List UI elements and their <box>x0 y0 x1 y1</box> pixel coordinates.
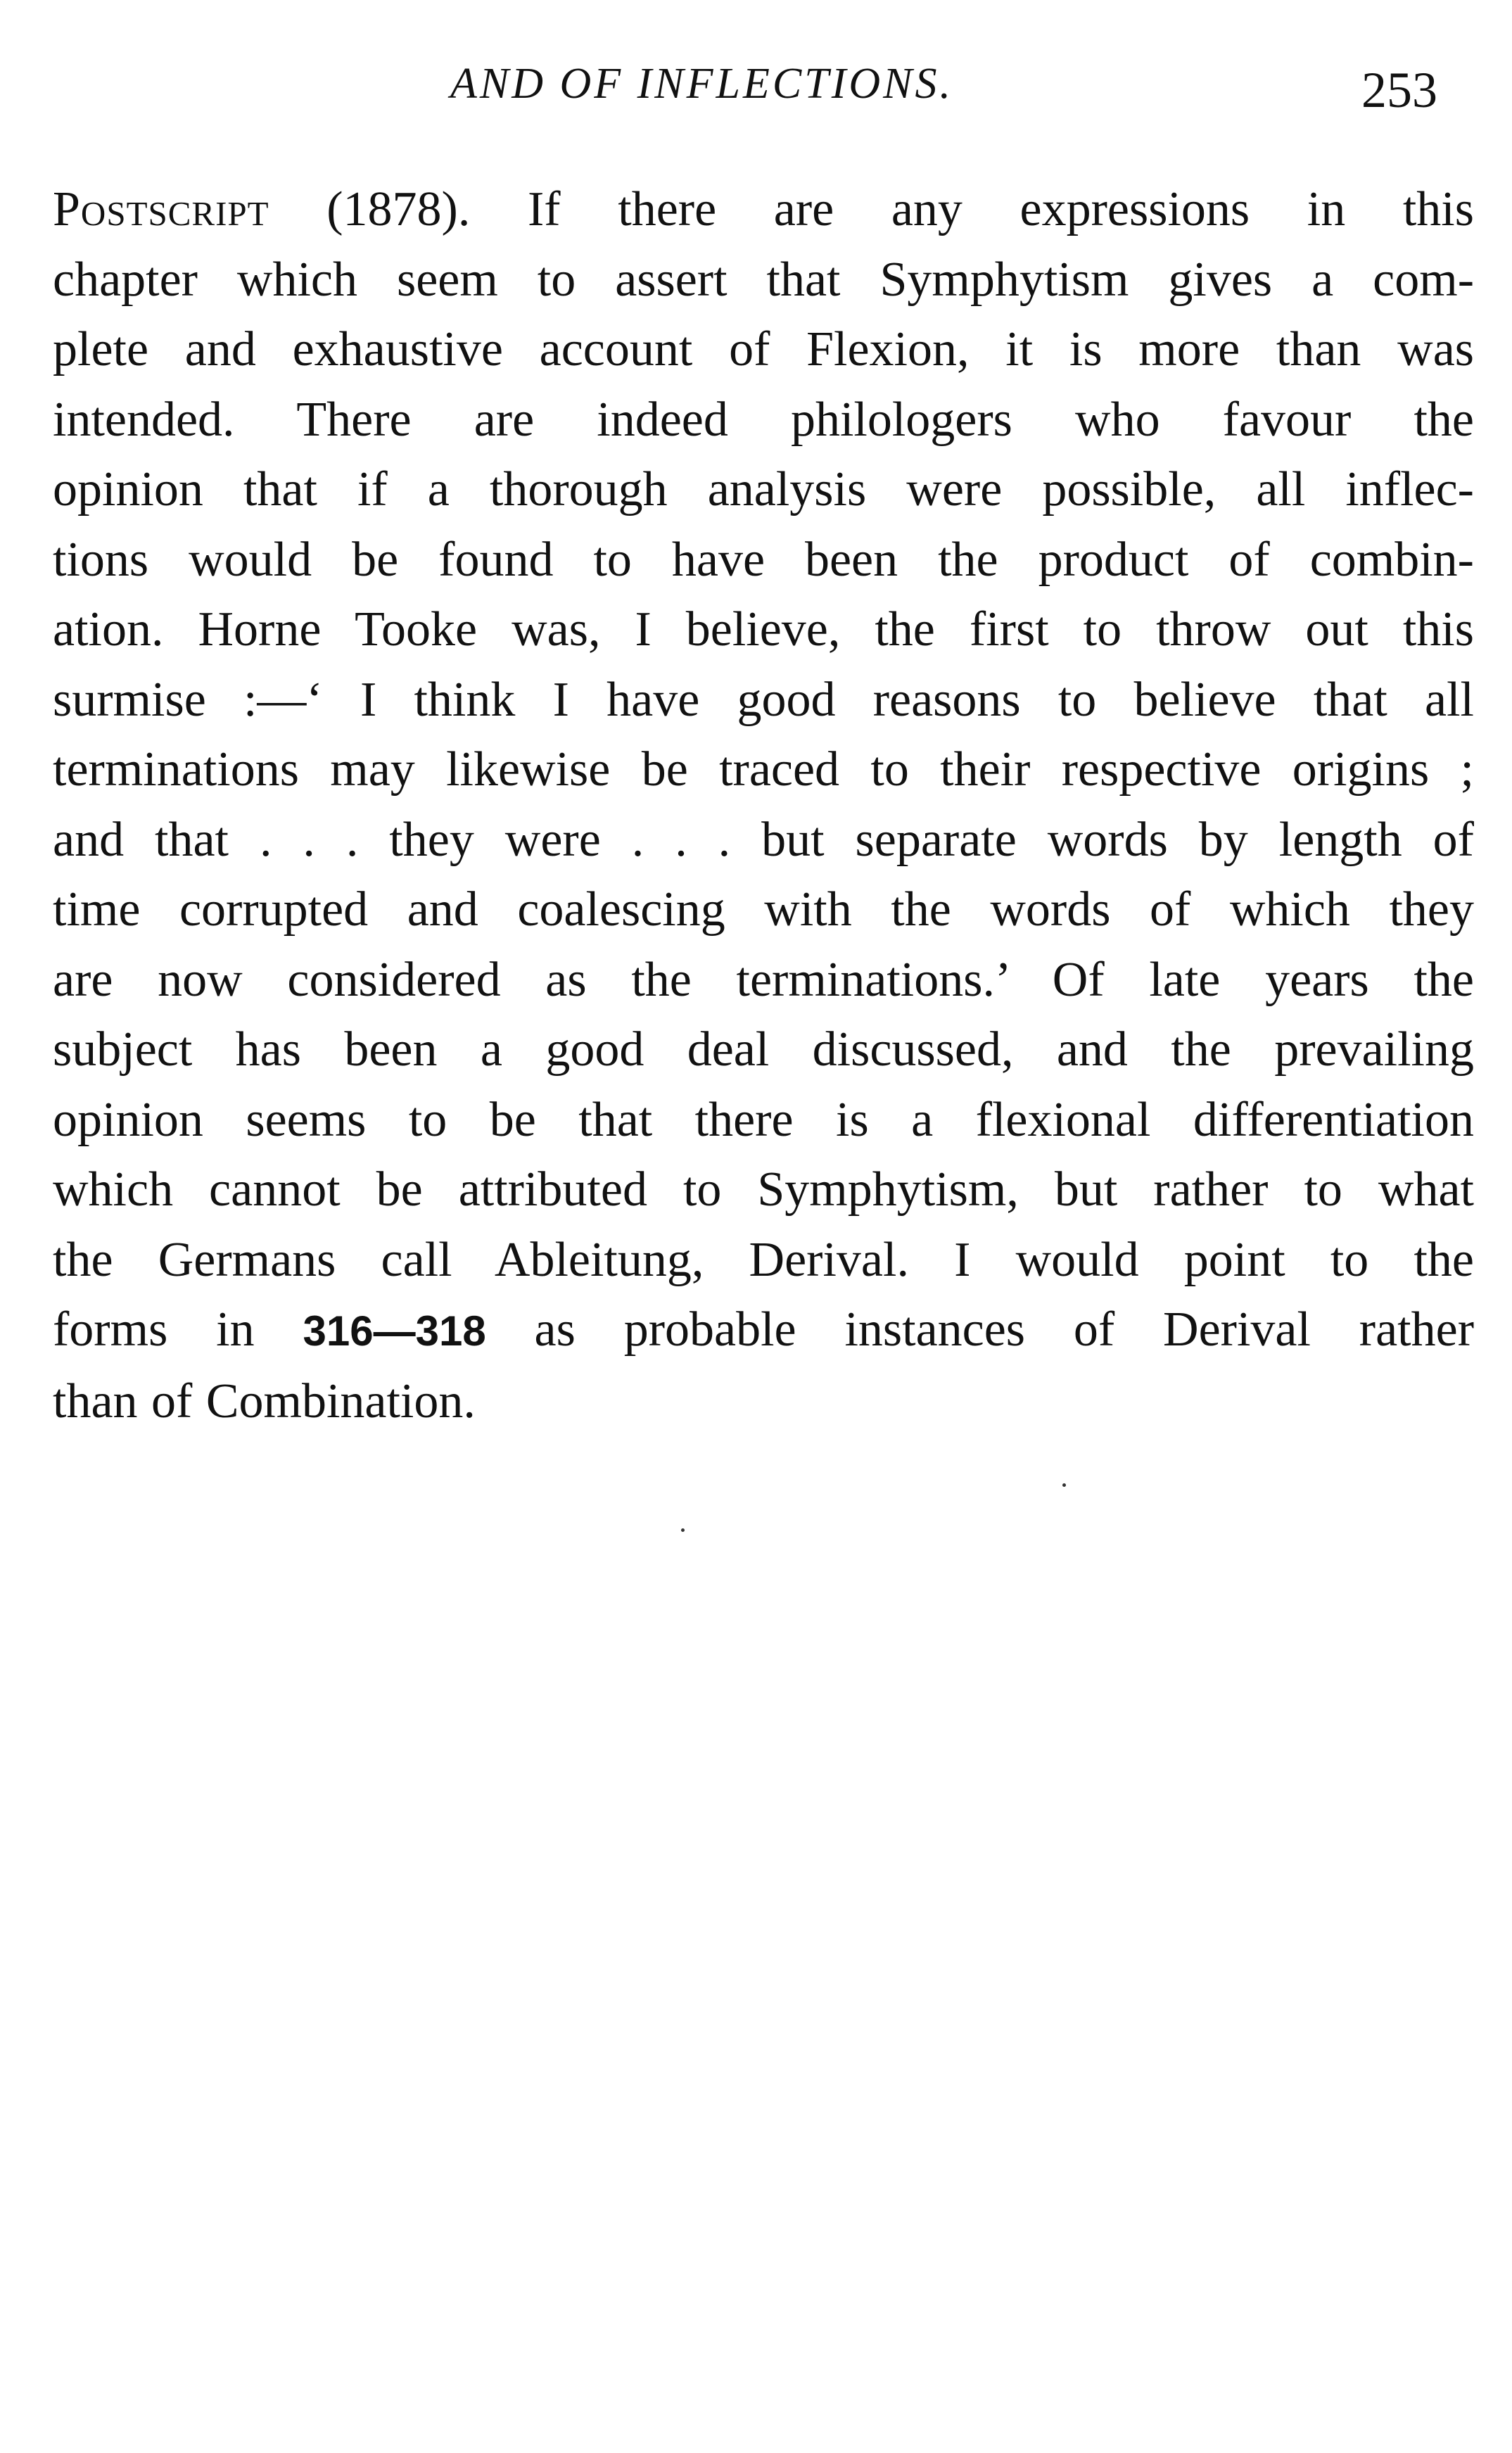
running-title: AND OF INFLECTIONS. <box>450 60 953 108</box>
text-line: than of Combination. <box>53 1374 476 1428</box>
postscript-paragraph <box>53 175 1474 1436</box>
text-line: and that . . . they were . . . but separate words by length of <box>53 812 1474 867</box>
text-line: are now considered as the terminations.’ Of late years the <box>53 952 1474 1007</box>
print-speck <box>681 1528 685 1532</box>
text-line: chapter which seem to assert that Symphytism gives a com- <box>53 252 1474 307</box>
section-reference: 316—318 <box>303 1307 486 1355</box>
text-line: forms in 316—318 as probable instances of Derival rather <box>53 1302 1475 1357</box>
text-line: the Germans call Ableitung, Derival. I would point to the <box>53 1232 1474 1287</box>
text-line: which cannot be attributed to Symphytism, but rather to what <box>53 1162 1474 1217</box>
text-line: opinion seems to be that there is a flexional differentiation <box>53 1092 1474 1147</box>
text-line: intended. There are indeed philologers who favour the <box>53 392 1474 447</box>
text-line: subject has been a good deal discussed, and the prevailing <box>53 1022 1474 1077</box>
page-header <box>0 62 1512 139</box>
print-speck <box>1062 1483 1066 1487</box>
text-line: tions would be found to have been the product of combin- <box>53 532 1474 587</box>
postscript-label: Postscript <box>53 182 269 236</box>
text-line: ation. Horne Tooke was, I believe, the first to throw out this <box>53 602 1474 657</box>
text-line: surmise :—‘ I think I have good reasons to believe that all <box>53 672 1474 727</box>
text-line: Postscript (1878). If there are any expressions in this <box>53 182 1474 236</box>
text-line: plete and exhaustive account of Flexion, it is more than was <box>53 322 1474 376</box>
text-line: time corrupted and coalescing with the words of which they <box>53 882 1474 937</box>
page-number: 253 <box>1361 62 1437 118</box>
text-line: terminations may likewise be traced to their respective origins ; <box>53 742 1474 797</box>
text-line: opinion that if a thorough analysis were possible, all inflec- <box>53 462 1474 516</box>
